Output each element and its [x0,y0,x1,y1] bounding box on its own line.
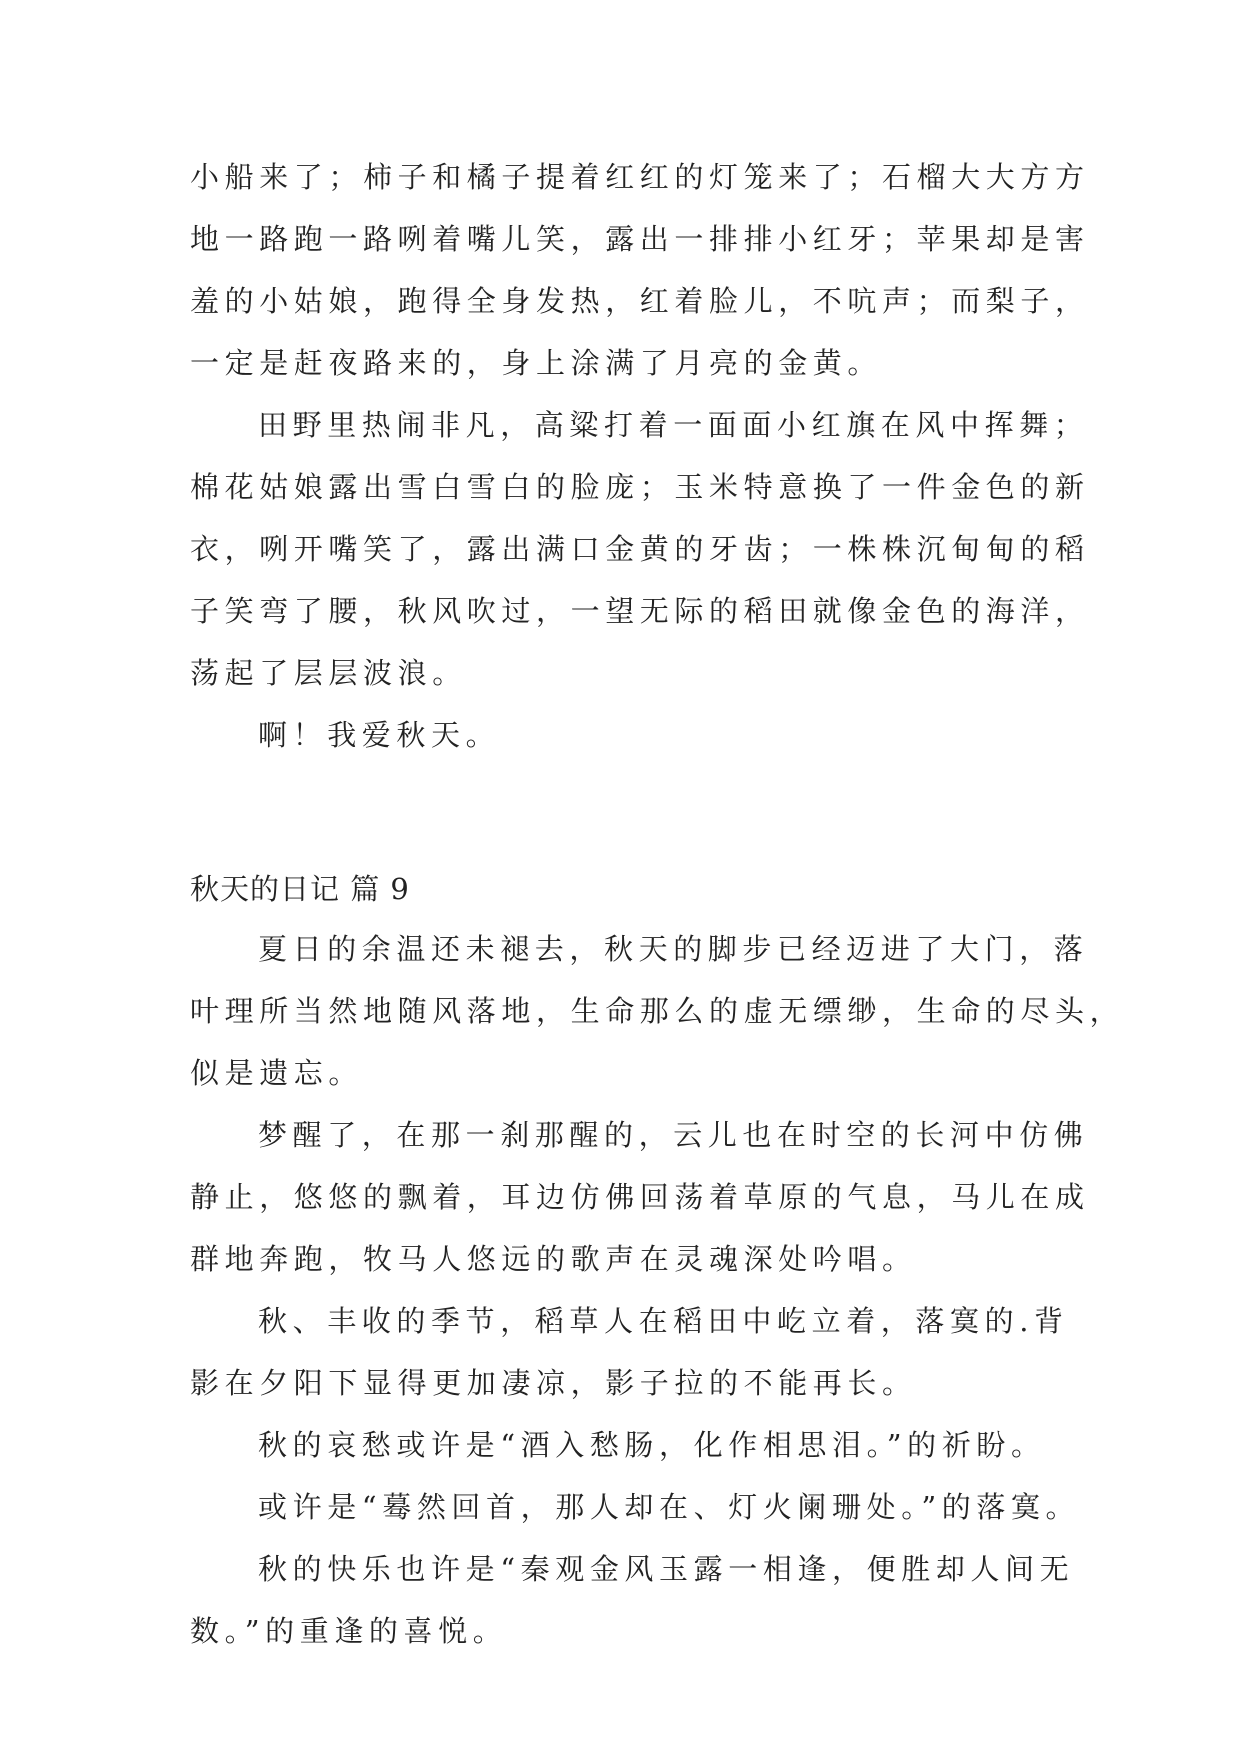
text-line: 影在夕阳下显得更加凄凉，影子拉的不能再长。 [190,1366,917,1400]
paragraph-sorrow [190,1423,1060,1485]
text-line: 啊！我爱秋天。 [258,718,501,752]
text-line: 棉花姑娘露出雪白雪白的脸庞；玉米特意换了一件金色的新 [190,470,1090,504]
text-line: 衣，咧开嘴笑了，露出满口金黄的牙齿；一株株沉甸甸的稻 [190,532,1090,566]
paragraph-summer [190,927,1125,1113]
text-line: 似是遗忘。 [190,1056,364,1090]
text-line: 群地奔跑，牧马人悠远的歌声在灵魂深处吟唱。 [190,1242,917,1276]
text-line: 荡起了层层波浪。 [190,656,467,690]
section-gap [190,775,1060,867]
paragraph-joy [190,1547,1075,1671]
text-line: 静止，悠悠的飘着，耳边仿佛回荡着草原的气息，马儿在成 [190,1180,1090,1214]
text-line: 秋、丰收的季节，稻草人在稻田中屹立着，落寞的.背 [258,1304,1069,1338]
text-line: 叶理所当然地随风落地，生命那么的虚无缥缈，生命的尽头， [190,994,1125,1028]
text-line: 秋的快乐也许是“秦观金风玉露一相逢，便胜却人间无 [258,1552,1075,1586]
paragraph-love [190,713,1060,775]
text-line: 一定是赶夜路来的，身上涂满了月亮的金黄。 [190,346,883,380]
text-line: 田野里热闹非凡，高粱打着一面面小红旗在风中挥舞； [258,408,1089,442]
text-line: 子笑弯了腰，秋风吹过，一望无际的稻田就像金色的海洋， [190,594,1090,628]
section-title: 秋天的日记 篇 9 [190,872,410,906]
text-line: 小船来了；柿子和橘子提着红红的灯笼来了；石榴大大方方 [190,160,1090,194]
text-line: 或许是“蓦然回首，那人却在、灯火阑珊处。”的落寞。 [258,1490,1081,1524]
paragraph-harvest [190,1299,1069,1423]
paragraph-lonely [190,1485,1081,1547]
text-line: 夏日的余温还未褪去，秋天的脚步已经迈进了大门，落 [258,932,1089,966]
paragraph-dream [190,1113,1090,1299]
text-line: 地一路跑一路咧着嘴儿笑，露出一排排小红牙；苹果却是害 [190,222,1090,256]
text-line: 梦醒了，在那一刹那醒的，云儿也在时空的长河中仿佛 [258,1118,1089,1152]
text-line: 秋的哀愁或许是“酒入愁肠，化作相思泪。”的祈盼。 [258,1428,1046,1462]
text-line: 数。”的重逢的喜悦。 [190,1614,508,1648]
document-page [190,155,1125,1671]
text-line: 羞的小姑娘，跑得全身发热，红着脸儿，不吭声；而梨子， [190,284,1090,318]
paragraph-continuation [190,155,1090,403]
paragraph-field [190,403,1090,713]
